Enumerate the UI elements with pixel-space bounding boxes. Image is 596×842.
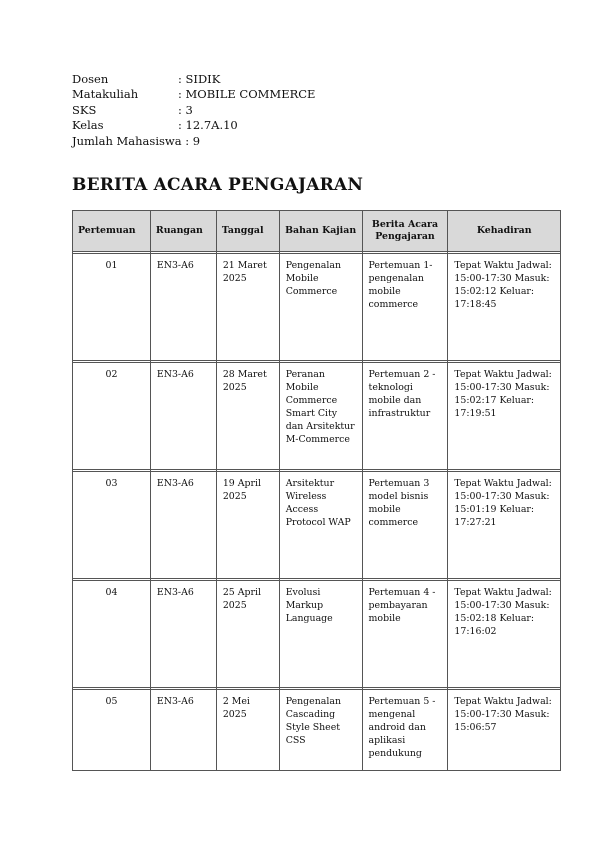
info-row-jumlah-mahasiswa	[72, 134, 315, 149]
cell-berita-acara: Pertemuan 2 - teknologi mobile dan infrastruktur	[362, 363, 448, 470]
cell-tanggal: 21 Maret 2025	[216, 254, 279, 361]
table-row	[73, 254, 561, 361]
cell-ruangan: EN3-A6	[150, 363, 216, 470]
cell-tanggal: 25 April 2025	[216, 581, 279, 688]
info-row-sks	[72, 103, 315, 118]
cell-berita-acara: Pertemuan 5 - mengenal android dan aplikasi pendukung	[362, 690, 448, 771]
cell-tanggal: 28 Maret 2025	[216, 363, 279, 470]
info-label: Kelas	[72, 118, 104, 133]
cell-pertemuan: 01	[73, 254, 151, 361]
cell-pertemuan: 05	[73, 690, 151, 771]
cell-ruangan: EN3-A6	[150, 254, 216, 361]
info-value: : 12.7A.10	[178, 118, 238, 133]
info-label: Dosen	[72, 72, 109, 86]
info-row-matakuliah	[72, 87, 315, 102]
cell-ruangan: EN3-A6	[150, 690, 216, 771]
cell-bahan-kajian: Peranan Mobile Commerce Smart City dan Arsitektur M-Commerce	[279, 363, 362, 470]
info-row-kelas	[72, 118, 315, 133]
cell-kehadiran: Tepat Waktu Jadwal: 15:00-17:30 Masuk: 15:02:17 Keluar: 17:19:51	[448, 363, 561, 470]
table-header-row	[73, 211, 561, 252]
cell-berita-acara: Pertemuan 1- pengenalan mobile commerce	[362, 254, 448, 361]
cell-bahan-kajian: Pengenalan Cascading Style Sheet CSS	[279, 690, 362, 771]
info-value: : 9	[181, 133, 201, 148]
cell-ruangan: EN3-A6	[150, 472, 216, 579]
course-info	[72, 72, 315, 149]
cell-pertemuan: 03	[73, 472, 151, 579]
info-value: : 3	[178, 102, 193, 117]
cell-pertemuan: 02	[73, 363, 151, 470]
table-row	[73, 363, 561, 470]
header-bahan-kajian: Bahan Kajian	[279, 211, 362, 252]
attendance-table	[72, 210, 561, 771]
info-value: : MOBILE COMMERCE	[178, 87, 316, 102]
cell-tanggal: 2 Mei 2025	[216, 690, 279, 771]
table-row	[73, 690, 561, 771]
cell-bahan-kajian: Pengenalan Mobile Commerce	[279, 254, 362, 361]
cell-kehadiran: Tepat Waktu Jadwal: 15:00-17:30 Masuk: 15:06:57	[448, 690, 561, 771]
header-ruangan: Ruangan	[150, 211, 216, 252]
cell-bahan-kajian: Arsitektur Wireless Access Protocol WAP	[279, 472, 362, 579]
page-title: BERITA ACARA PENGAJARAN	[72, 175, 364, 195]
header-pertemuan: Pertemuan	[73, 211, 151, 252]
header-tanggal: Tanggal	[216, 211, 279, 252]
cell-ruangan: EN3-A6	[150, 581, 216, 688]
cell-tanggal: 19 April 2025	[216, 472, 279, 579]
header-berita-acara: Berita Acara Pengajaran	[362, 211, 448, 252]
cell-kehadiran: Tepat Waktu Jadwal: 15:00-17:30 Masuk: 15:02:18 Keluar: 17:16:02	[448, 581, 561, 688]
cell-pertemuan: 04	[73, 581, 151, 688]
cell-bahan-kajian: Evolusi Markup Language	[279, 581, 362, 688]
cell-berita-acara: Pertemuan 4 - pembayaran mobile	[362, 581, 448, 688]
table-row	[73, 472, 561, 579]
info-row-dosen	[72, 72, 315, 87]
cell-berita-acara: Pertemuan 3 model bisnis mobile commerce	[362, 472, 448, 579]
info-label: SKS	[72, 102, 97, 117]
info-label: Matakuliah	[72, 87, 139, 102]
cell-kehadiran: Tepat Waktu Jadwal: 15:00-17:30 Masuk: 15:01:19 Keluar: 17:27:21	[448, 472, 561, 579]
table-row	[73, 581, 561, 688]
header-kehadiran: Kehadiran	[448, 211, 561, 252]
cell-kehadiran: Tepat Waktu Jadwal: 15:00-17:30 Masuk: 15:02:12 Keluar: 17:18:45	[448, 254, 561, 361]
info-value: : SIDIK	[178, 72, 221, 86]
info-label: Jumlah Mahasiswa	[72, 133, 182, 148]
